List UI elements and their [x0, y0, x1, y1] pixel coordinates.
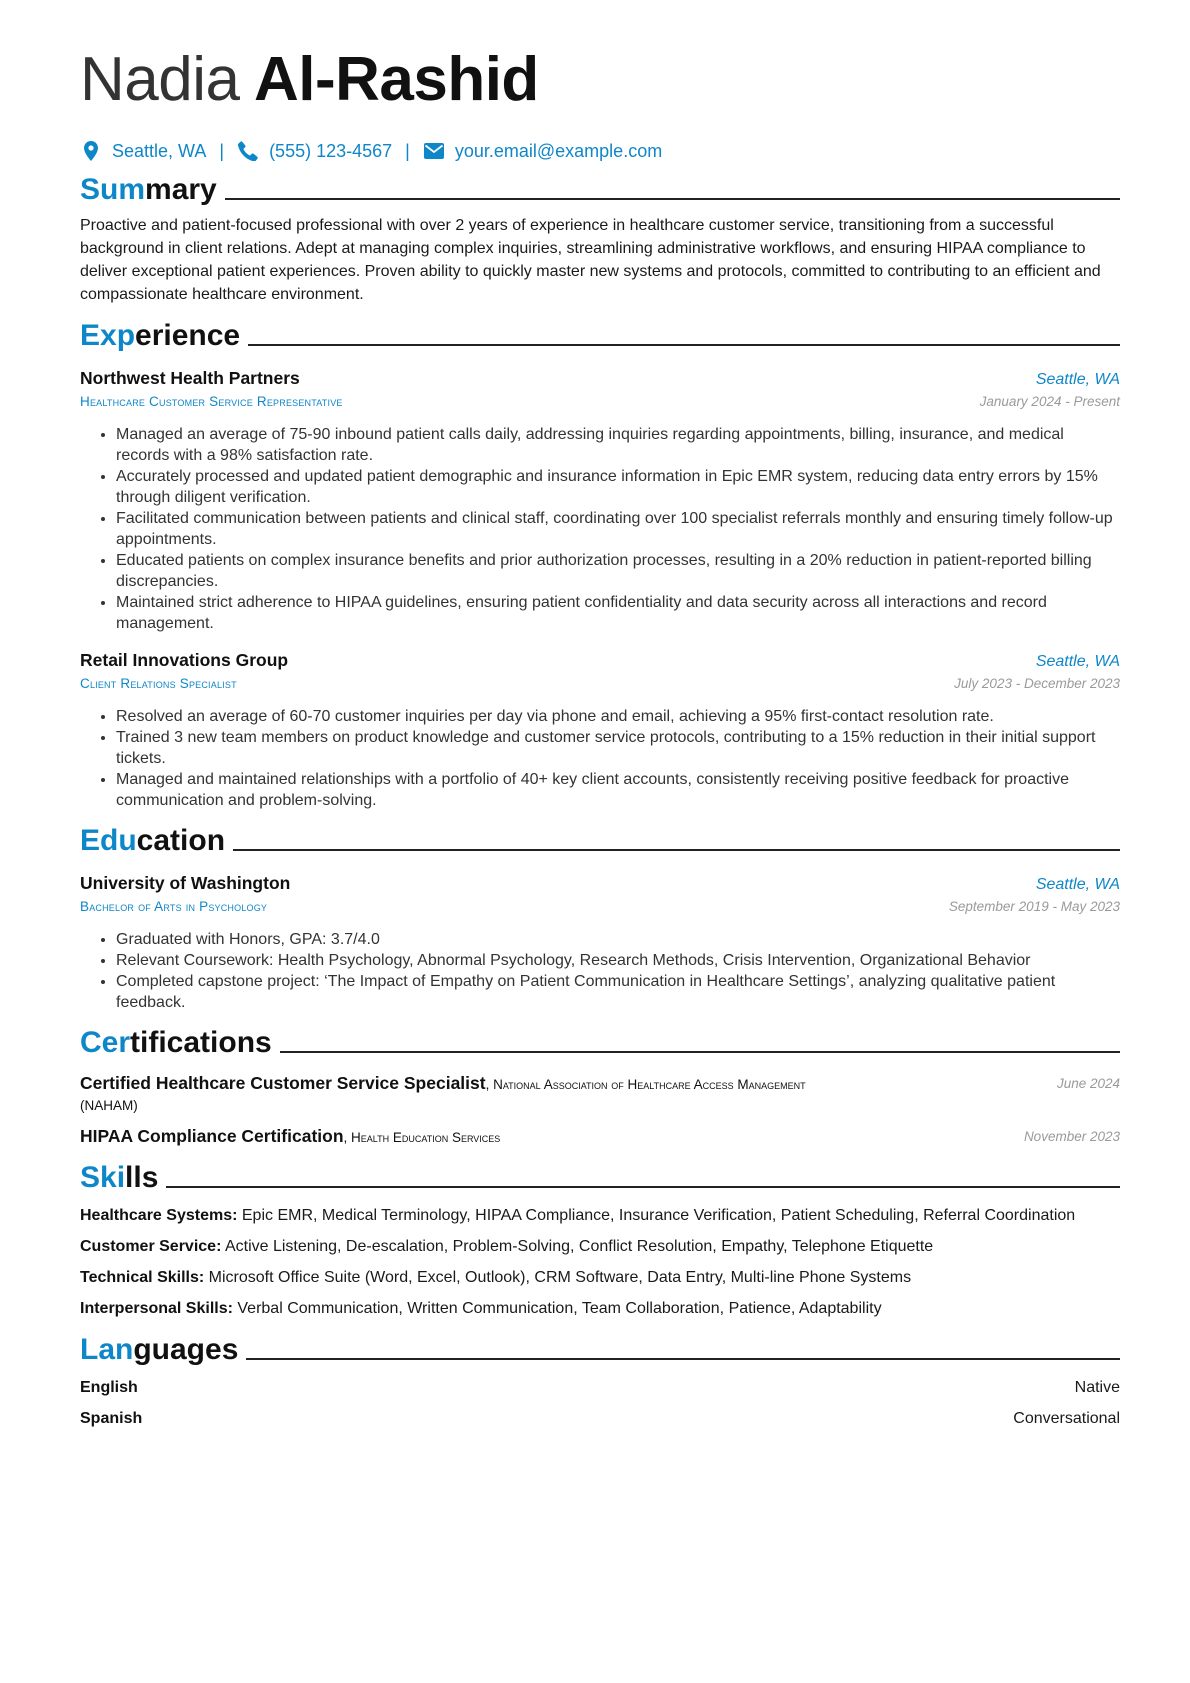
contact-email[interactable] [423, 138, 662, 164]
entry-bullets [80, 929, 1120, 1013]
language-name: Spanish [80, 1410, 143, 1427]
skill-row [80, 1236, 1120, 1258]
candidate-name [80, 44, 1120, 116]
certification-name: Certified Healthcare Customer Service Specialist [80, 1073, 486, 1093]
entry-role: Client Relations Specialist [80, 676, 237, 691]
certification-issuer: , Health Education Services [343, 1130, 501, 1145]
skill-values: Active Listening, De-escalation, Problem-Solving, Conflict Resolution, Empathy, Telephone Etiquette [221, 1238, 934, 1255]
entry-organization: Northwest Health Partners [80, 368, 300, 388]
map-marker-icon [80, 140, 102, 162]
bullet-item: • Relevant Coursework: Health Psychology, Abnormal Psychology, Research Methods, Crisis Intervention, Organizational Behavior [116, 950, 1120, 971]
bullet-item: • Maintained strict adherence to HIPAA guidelines, ensuring patient confidentiality and data security across all interactions and record management. [116, 592, 1120, 634]
section-title: Languages [80, 1333, 239, 1366]
bullet-item: • Managed and maintained relationships with a portfolio of 40+ key client accounts, consistently receiving positive feedback for proactive communication and problem-solving. [116, 769, 1120, 811]
certification-date: November 2023 [1023, 1129, 1120, 1144]
language-level: Conversational [1013, 1410, 1120, 1427]
section-title: Education [80, 824, 226, 857]
certification-name: HIPAA Compliance Certification [80, 1126, 344, 1146]
section-heading-education [80, 823, 1120, 859]
first-name: Nadia [80, 45, 240, 114]
summary-text: Proactive and patient-focused professional with over 2 years of experience in healthcare customer service, transitioning from a successful background in client relations. Adept at managing complex inquiries, streamlining administrative workflows, and ensuring HIPAA compliance to deliver exceptional patient experiences. Proven ability to quickly master new systems and protocols, committed to contributing to an efficient and compassionate healthcare environment. [80, 217, 1101, 303]
bullet-item: • Resolved an average of 60-70 customer inquiries per day via phone and email, achieving a 95% first-contact resolution rate. [116, 706, 1120, 727]
language-level: Native [1074, 1379, 1120, 1396]
section-rule [246, 1358, 1120, 1360]
section-rule [233, 849, 1120, 851]
entry-organization: University of Washington [80, 873, 291, 893]
education-entry [80, 871, 1120, 1013]
skill-label: Interpersonal Skills: [80, 1300, 233, 1317]
contact-separator: | [405, 141, 410, 161]
section-title: Experience [80, 319, 241, 352]
experience-entry [80, 366, 1120, 634]
entry-location: Seattle, WA [1035, 371, 1120, 388]
bullet-item: • Graduated with Honors, GPA: 3.7/4.0 [116, 929, 1120, 950]
resume-page [80, 44, 1120, 1430]
skill-label: Healthcare Systems: [80, 1207, 238, 1224]
contact-separator: | [219, 141, 225, 161]
certification-issuer: , National Association of Healthcare Access Management (NAHAM) [80, 1077, 806, 1113]
entry-role: Bachelor of Arts in Psychology [80, 899, 268, 914]
certification-entry [80, 1126, 1120, 1148]
section-title: Certifications [80, 1026, 272, 1059]
section-heading-skills [80, 1160, 1120, 1196]
bullet-item: • Completed capstone project: ‘The Impact of Empathy on Patient Communication in Healthcare Settings’, analyzing qualitative patient feedback. [116, 971, 1120, 1013]
certification-date: June 2024 [1056, 1076, 1120, 1091]
section-rule [166, 1186, 1120, 1188]
section-title: Summary [80, 173, 217, 206]
skill-row [80, 1267, 1120, 1289]
envelope-icon [423, 140, 445, 162]
section-rule [225, 198, 1120, 200]
skill-values: Microsoft Office Suite (Word, Excel, Outlook), CRM Software, Data Entry, Multi-line Phone Systems [204, 1269, 912, 1286]
entry-role: Healthcare Customer Service Representative [80, 394, 343, 409]
skill-row [80, 1205, 1120, 1227]
bullet-item: • Managed an average of 75-90 inbound patient calls daily, addressing inquiries regarding appointments, billing, insurance, and medical records with a 98% satisfaction rate. [116, 424, 1120, 466]
section-rule [248, 344, 1120, 346]
entry-organization: Retail Innovations Group [80, 650, 289, 670]
bullet-item: • Trained 3 new team members on product knowledge and customer service protocols, contributing to a 15% reduction in their initial support tickets. [116, 727, 1120, 769]
language-row [80, 1377, 1120, 1399]
contact-phone[interactable] [237, 138, 392, 164]
section-title: Skills [80, 1161, 159, 1194]
entry-dates: September 2019 - May 2023 [948, 899, 1120, 914]
bullet-item: • Accurately processed and updated patient demographic and insurance information in Epic EMR system, reducing data entry errors by 15% through diligent verification. [116, 466, 1120, 508]
email-text: your.email@example.com [454, 141, 663, 161]
phone-text: (555) 123-4567 [269, 141, 393, 161]
language-row [80, 1408, 1120, 1430]
certification-entry [80, 1073, 1120, 1116]
skill-values: Verbal Communication, Written Communication, Team Collaboration, Patience, Adaptability [232, 1300, 882, 1317]
bullet-item: • Educated patients on complex insurance benefits and prior authorization processes, resulting in a 20% reduction in patient-reported billing discrepancies. [116, 550, 1120, 592]
skill-label: Customer Service: [80, 1238, 222, 1255]
skill-values: Epic EMR, Medical Terminology, HIPAA Compliance, Insurance Verification, Patient Scheduling, Referral Coordination [237, 1207, 1076, 1224]
contact-line [80, 138, 1120, 164]
contact-location [80, 138, 206, 164]
section-heading-languages [80, 1332, 1120, 1368]
skill-label: Technical Skills: [80, 1269, 205, 1286]
language-name: English [80, 1379, 138, 1396]
section-rule [280, 1051, 1120, 1053]
entry-dates: July 2023 - December 2023 [954, 676, 1120, 691]
section-heading-certifications [80, 1025, 1120, 1061]
entry-bullets [80, 706, 1120, 811]
skill-row [80, 1298, 1120, 1320]
entry-location: Seattle, WA [1035, 653, 1120, 670]
entry-dates: January 2024 - Present [979, 394, 1120, 409]
section-heading-experience [80, 318, 1120, 354]
section-heading-summary [80, 172, 1120, 208]
location-text: Seattle, WA [112, 141, 207, 161]
last-name: Al-Rashid [253, 45, 539, 114]
phone-icon [237, 140, 259, 162]
bullet-item: • Facilitated communication between patients and clinical staff, coordinating over 100 specialist referrals monthly and ensuring timely follow-up appointments. [116, 508, 1120, 550]
entry-bullets [80, 424, 1120, 634]
entry-location: Seattle, WA [1035, 876, 1120, 893]
experience-entry [80, 648, 1120, 811]
